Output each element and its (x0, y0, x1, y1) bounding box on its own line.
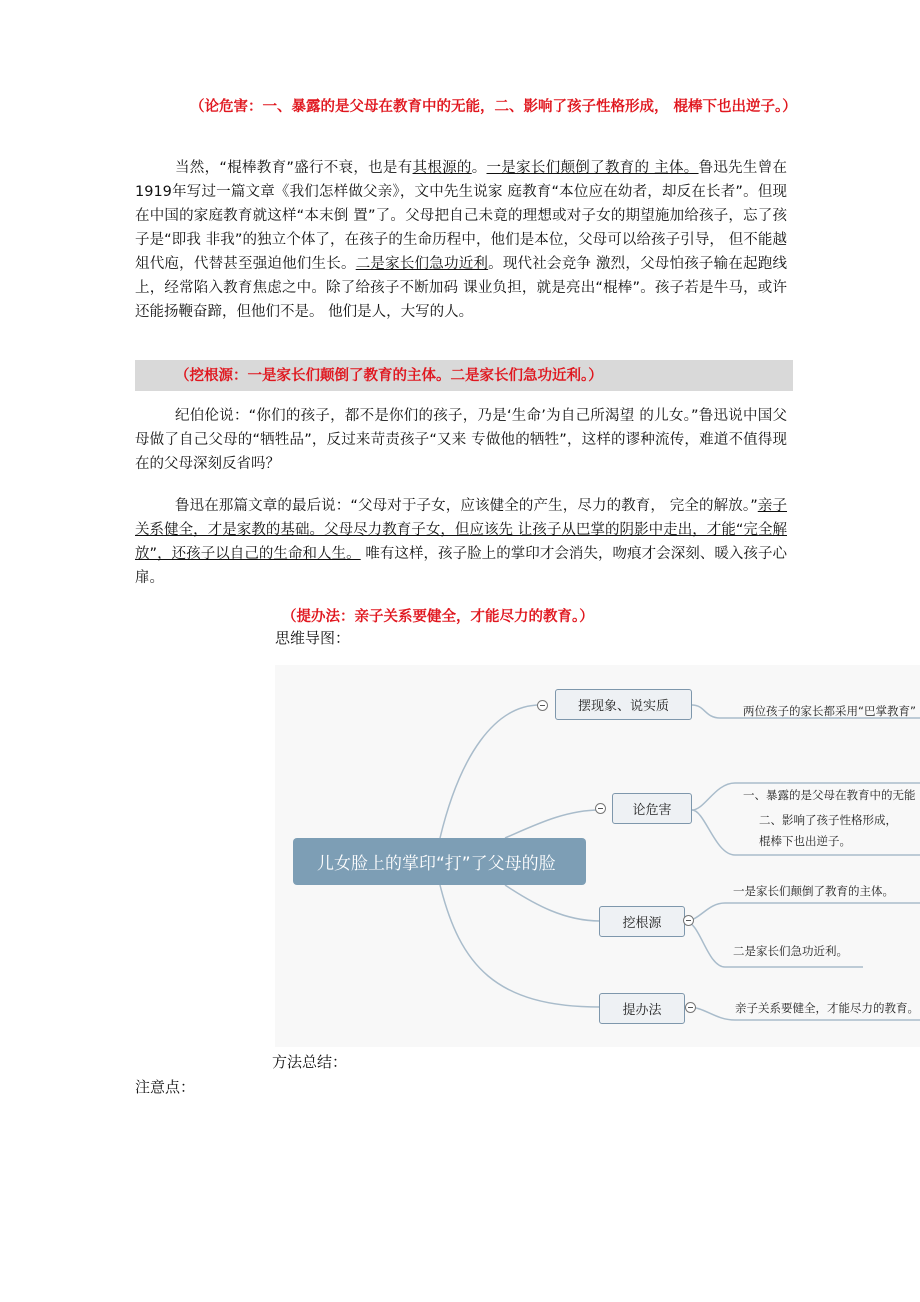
mindmap-branch-harm: 论危害 (612, 793, 692, 824)
mindmap-leaf: 二是家长们急功近利。 (733, 944, 848, 958)
underlined-text: 一是家长们颠倒了教育的 主体。 (486, 160, 699, 176)
underlined-text: 亲子关系健全，才是家教的基础。父母尽力教育子女，但应该先 让孩子从巴掌的阴影中走出，才能“完全解放”，还孩子以自己的生命和人生。 (135, 498, 788, 562)
analysis-method: （提办法：亲子关系要健全，才能尽力的教育。） (282, 609, 594, 625)
mindmap-leaf: 一、暴露的是父母在教育中的无能 (743, 788, 916, 802)
mindmap-root-node: 儿女脸上的掌印“打”了父母的脸 (293, 838, 586, 885)
text-segment: 。 (471, 160, 487, 176)
text-segment: 。现代社会竞争 激烈，父母怕孩子输在起跑线上，经常陷入教育焦虑之中。除了给孩子不断加码 课业负担，就是亮出“棍棒”。孩子若是牛马，或许还能扬鞭奋蹄，但他们不是。 他们是人，大写的人。 (135, 256, 788, 320)
mindmap-branch-phenomenon: 摆现象、说实质 (555, 689, 692, 720)
paragraph-root-cause (135, 156, 787, 324)
analysis-root-bar (135, 360, 793, 391)
paragraph-gibran: 纪伯伦说：“你们的孩子，都不是你们的孩子，乃是‘生命’为自己所渴望 的儿女。”鲁迅说中国父母做了自己父母的“牺牲品”，反过来苛责孩子“又来 专做他的牺牲”，这样的谬种流传，难道不值得现在的父母深刻反省吗？ (135, 408, 787, 472)
collapse-icon[interactable] (683, 915, 694, 926)
analysis-root: （挖根源：一是家长们颠倒了教育的主体。二是家长们急功近利。） (175, 368, 603, 384)
mindmap-leaf: 二、影响了孩子性格形成， (759, 813, 897, 827)
method-summary-heading: 方法总结： (272, 1053, 348, 1071)
underlined-text: 其根源的 (412, 160, 472, 176)
text-segment: 鲁迅在那篇文章的最后说：“父母对于子女，应该健全的产生，尽力的教育， 完全的解放。” (175, 498, 758, 514)
mindmap-leaf: 两位孩子的家长都采用“巴掌教育” (743, 704, 916, 718)
mindmap-leaf: 一是家长们颠倒了教育的主体。 (733, 884, 894, 898)
underlined-text: 二是家长们急功近利 (355, 256, 489, 272)
mindmap (275, 665, 920, 1047)
connector-branch-2 (505, 810, 600, 838)
mindmap-leaf: 亲子关系要健全，才能尽力的教育。 (735, 1001, 919, 1015)
text-segment: 当然，“棍棒教育”盛行不衰，也是有 (175, 160, 413, 176)
connector-branch-1 (440, 705, 540, 838)
paragraph-conclusion (135, 494, 787, 590)
text-segment: 鲁迅先生曾在1919年写过一篇文章《我们怎样做父亲》，文中先生说家 庭教育“本位应在幼者，却反在长者”。但现在中国的家庭教育就这样“本末倒 置”了。父母把自己未竟的理想或对子女的期望施加给孩子，忘了孩子是“即我 非我”的独立个体了，在孩子的生命历程中，他们是本位，父母可以给孩子引导， 但不能越俎代庖，代替甚至强迫他们生长。 (135, 160, 788, 272)
mindmap-heading: 思维导图： (275, 629, 351, 647)
connector-branch-3 (505, 885, 600, 921)
mindmap-leaf: 棍棒下也出逆子。 (759, 834, 851, 848)
mindmap-branch-root-cause: 挖根源 (599, 906, 685, 937)
mindmap-branch-method: 提办法 (599, 993, 685, 1024)
analysis-harm: （论危害：一、暴露的是父母在教育中的无能，二、影响了孩子性格形成， 棍棒下也出逆子。） (190, 99, 797, 115)
text-segment: 唯有这样，孩子脸上的掌印才会消失，吻痕才会深刻、暖入孩子心扉。 (135, 546, 788, 586)
collapse-icon[interactable] (595, 803, 606, 814)
collapse-icon[interactable] (537, 700, 548, 711)
notes-heading: 注意点： (135, 1078, 196, 1096)
connector-leaf-3a (685, 903, 920, 921)
collapse-icon[interactable] (685, 1002, 696, 1013)
connector-branch-4 (440, 885, 600, 1007)
